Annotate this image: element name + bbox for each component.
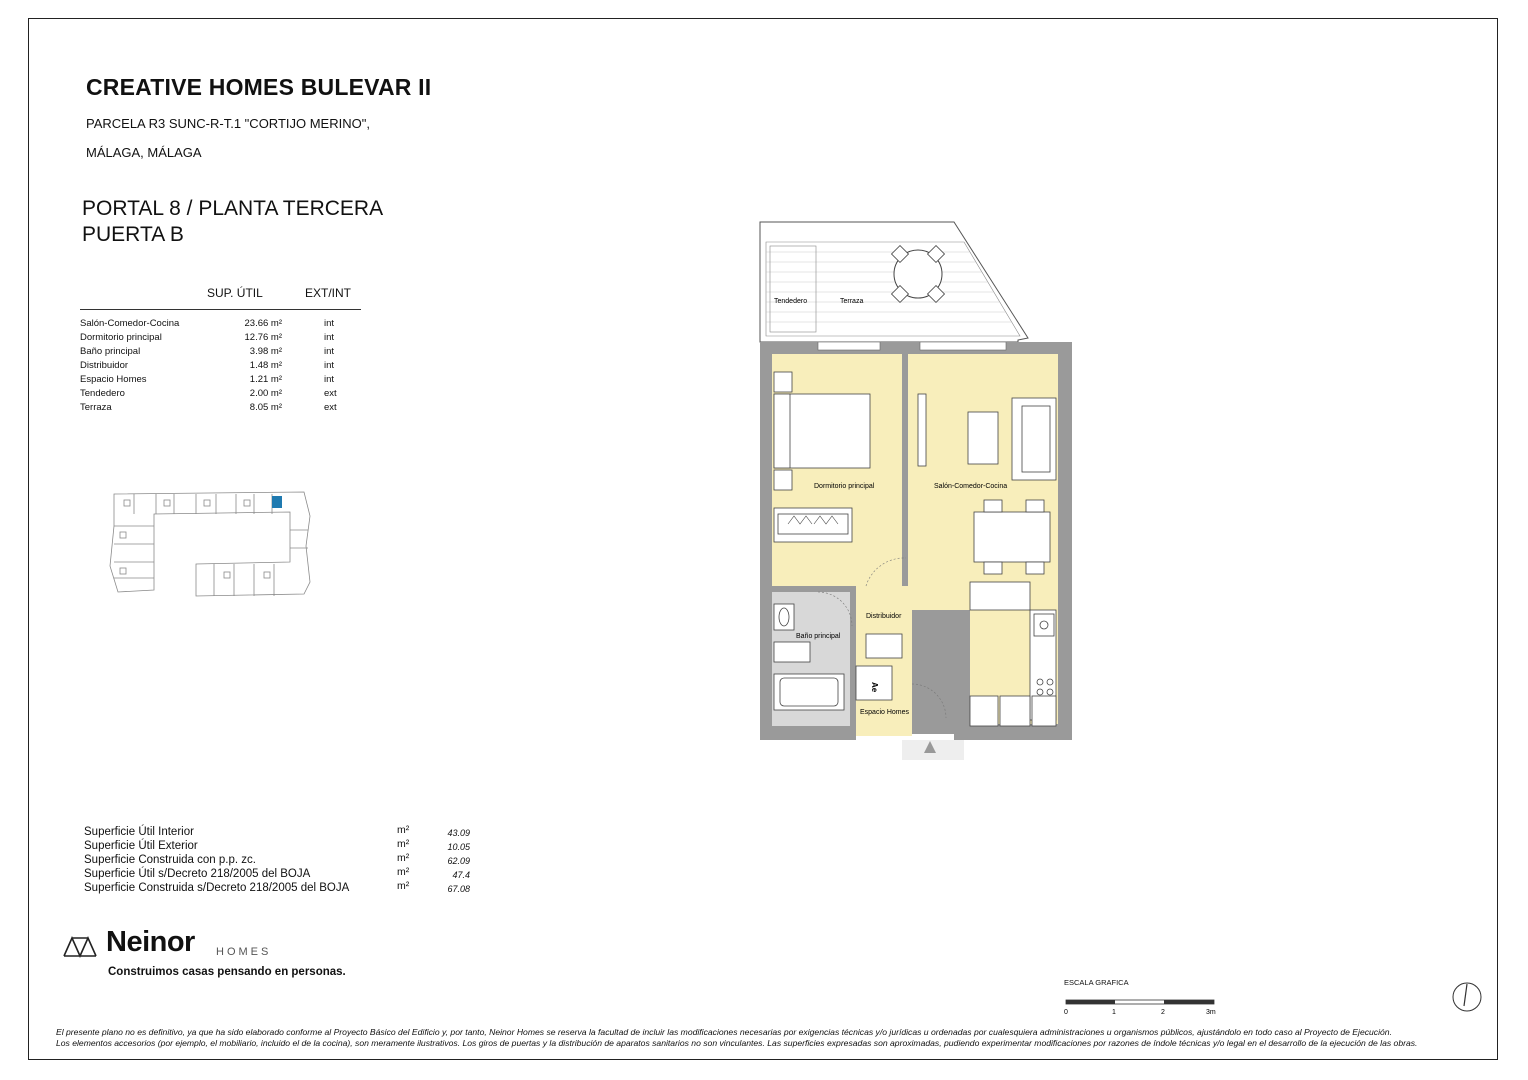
table-divider (80, 309, 361, 310)
floor-plan (758, 218, 1078, 763)
room-type: int (324, 318, 335, 329)
summary-row (84, 880, 470, 896)
room-area: 1.21 m² (249, 374, 282, 385)
room-type: ext (324, 388, 337, 399)
table-row (80, 402, 370, 416)
summary-unit: m² (397, 838, 410, 850)
label-espacio: Espacio Homes (860, 709, 910, 716)
portal-line: PORTAL 8 / PLANTA TERCERA (82, 197, 384, 220)
scale-tick: 3m (1206, 1009, 1216, 1016)
label-bano: Baño principal (796, 633, 841, 640)
label-ae: Ae (870, 682, 879, 693)
scale-tick: 0 (1064, 1009, 1068, 1016)
brand-suffix: HOMES (216, 946, 272, 958)
disclaimer-line-2: Los elementos accesorios (por ejemplo, el mobiliario, incluido el de la cocina), son meramente ilustrativos. Los giros de puertas y la distribución de aparatos sanitarios no son vinculantes. Las superficies expresadas son aproximadas, pudiendo experimentar modificaciones por razones de índole técnicas y/o legal en el desarrollo de la ejecución de las obras. (56, 1038, 1418, 1048)
room-area: 2.00 m² (249, 388, 282, 399)
label-salon: Salón-Comedor-Cocina (934, 483, 1008, 490)
neinor-mark-icon (62, 932, 102, 962)
summary-row (84, 852, 470, 868)
disclaimer (56, 1027, 1486, 1049)
scale-label: ESCALA GRAFICA (1064, 978, 1129, 987)
summary-label: Superficie Útil s/Decreto 218/2005 del BOJA (84, 868, 311, 880)
address-line-1: PARCELA R3 SUNC-R-T.1 "CORTIJO MERINO", (86, 116, 370, 131)
unit-highlight (272, 496, 282, 508)
scale-tick: 2 (1161, 1009, 1165, 1016)
brand-tagline: Construimos casas pensando en personas. (108, 966, 346, 978)
summary-unit: m² (397, 866, 410, 878)
room-name: Baño principal (80, 346, 141, 357)
label-terraza: Terraza (840, 298, 864, 305)
summary-unit: m² (397, 852, 410, 864)
room-area: 3.98 m² (249, 346, 282, 357)
room-type: int (324, 346, 335, 357)
col-header-surface: SUP. ÚTIL (207, 286, 263, 300)
room-name: Distribuidor (80, 360, 129, 371)
label-tendedero: Tendedero (774, 298, 808, 305)
table-row (80, 360, 370, 374)
summary-label: Superficie Construida con p.p. zc. (84, 854, 256, 866)
summary-value: 67.08 (447, 884, 470, 894)
room-type: int (324, 374, 335, 385)
table-row (80, 346, 370, 360)
summary-row (84, 866, 470, 882)
table-row (80, 374, 370, 388)
room-name: Tendedero (80, 388, 125, 399)
room-area: 23.66 m² (244, 318, 282, 329)
summary-value: 10.05 (447, 842, 470, 852)
building-key-plan (104, 486, 324, 601)
room-type: int (324, 360, 335, 371)
summary-unit: m² (397, 824, 410, 836)
disclaimer-line-1: El presente plano no es definitivo, ya que ha sido elaborado conforme al Proyecto Básico del Edificio y, por tanto, Neinor Homes se reserva la facultad de incluir las modificaciones necesarias por exigencias técnicas y/o jurídicas u ordenadas por cualesquiera administraciones u organismos públicos, ajustándolo en todo caso al Proyecto de Ejecución. (56, 1027, 1392, 1037)
address-line-2: MÁLAGA, MÁLAGA (86, 145, 202, 160)
door-line: PUERTA B (82, 223, 184, 246)
room-type: int (324, 332, 335, 343)
unit-heading (82, 196, 383, 248)
room-area: 12.76 m² (244, 332, 282, 343)
room-name: Dormitorio principal (80, 332, 162, 343)
summary-unit: m² (397, 880, 410, 892)
table-row (80, 318, 370, 332)
summary-row (84, 838, 470, 854)
table-row (80, 332, 370, 346)
brand-name: Neinor (106, 926, 195, 958)
room-name: Espacio Homes (80, 374, 147, 385)
room-name: Salón-Comedor-Cocina (80, 318, 180, 329)
room-area: 1.48 m² (249, 360, 282, 371)
label-dormitorio: Dormitorio principal (814, 483, 875, 490)
room-area: 8.05 m² (249, 402, 282, 413)
north-arrow-icon (1450, 980, 1484, 1014)
graphic-scale (1062, 996, 1222, 1018)
project-title: CREATIVE HOMES BULEVAR II (86, 74, 432, 100)
scale-tick: 1 (1112, 1009, 1116, 1016)
summary-value: 47.4 (452, 870, 470, 880)
summary-value: 43.09 (447, 828, 470, 838)
summary-label: Superficie Construida s/Decreto 218/2005 del BOJA (84, 882, 350, 894)
summary-row (84, 824, 470, 840)
label-distribuidor: Distribuidor (866, 613, 902, 620)
col-header-type: EXT/INT (305, 286, 352, 300)
patio-table (892, 246, 945, 303)
summary-value: 62.09 (447, 856, 470, 866)
summary-label: Superficie Útil Interior (84, 826, 194, 838)
summary-label: Superficie Útil Exterior (84, 840, 198, 852)
table-row (80, 388, 370, 402)
room-name: Terraza (80, 402, 112, 413)
room-type: ext (324, 402, 337, 413)
